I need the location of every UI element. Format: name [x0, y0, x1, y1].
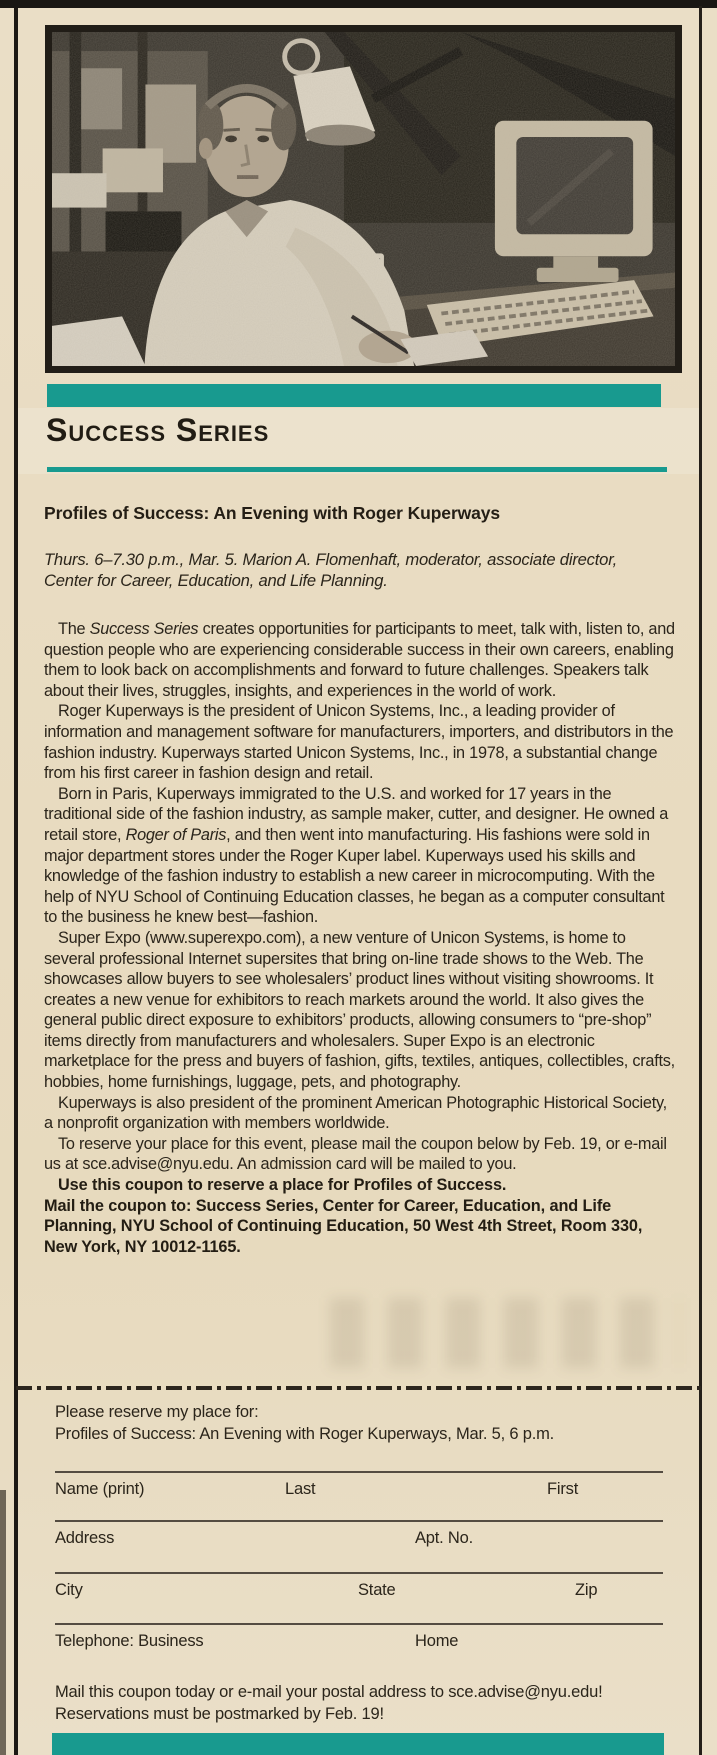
field-label-last: Last	[285, 1480, 316, 1498]
portrait-photo	[45, 25, 682, 373]
italic-store-name: Roger of Paris	[125, 825, 227, 844]
paragraph-reservation-info: To reserve your place for this event, please mail the coupon below by Feb. 19, or e-mail us at sce.advise@nyu.edu. An admission card will be mailed to you.	[44, 1134, 667, 1174]
article-body	[44, 619, 675, 1394]
coupon-field-row-name	[55, 1471, 663, 1502]
page-border-right	[699, 6, 702, 1755]
coupon-intro-line1: Please reserve my place for:	[55, 1403, 259, 1421]
paragraph-mailing-address: Mail the coupon to: Success Series, Center for Career, Education, and Life Planning, NYU School of Continuing Education, 50 West 4th Street, Room 330, New York, NY 10012-1165.	[44, 1196, 643, 1256]
paragraph-super-expo: Super Expo (www.superexpo.com), a new venture of Unicon Systems, is home to several professional Internet supersites that bring on-line trade shows to the Web. The showcases allow buyers to see wholesalers’ product lines without visiting showrooms. It creates a new venue for exhibitors to reach markets around the world. It also gives the general public direct exposure to exhibitors’ products, allowing consumers to “pre-shop” items directly from manufacturers and wholesalers. Super Expo is an electronic marketplace for the press and buyers of fashion, gifts, textiles, antiques, collectibles, crafts, hobbies, home furnishings, luggage, pets, and photography.	[44, 928, 675, 1092]
field-label-apt-no: Apt. No.	[415, 1529, 474, 1547]
address-write-line	[55, 1520, 663, 1522]
bottom-divider-bar	[52, 1733, 664, 1755]
coupon-footer-line2: Reservations must be postmarked by Feb. 19!	[55, 1705, 384, 1723]
paragraph-paris-career: Born in Paris, Kuperways immigrated to the U.S. and worked for 17 years in the traditional side of the fashion industry, as sample maker, cutter, and designer. He owned a retail store, Roger of Paris, and then went into manufacturing. His fashions were sold in major department stores under the Roger Kuper label. Kuperways used his skills and knowledge of the fashion industry to establish a new career in microcomputing. With the help of NYU School of Continuing Education classes, he began as a computer consultant to the business he knew best—fashion.	[44, 784, 669, 927]
scan-edge-smudge	[0, 1490, 6, 1755]
field-label-address: Address	[55, 1529, 115, 1547]
portrait-photo-illustration	[52, 32, 675, 366]
field-label-telephone-business: Telephone: Business	[55, 1632, 204, 1650]
paragraph-photographic-society: Kuperways is also president of the prominent American Photographic Historical Society, a nonprofit organization with members worldwide.	[44, 1093, 667, 1133]
page-border-left	[14, 8, 18, 1755]
section-divider-bar	[47, 384, 661, 407]
coupon-field-row-address	[55, 1520, 663, 1551]
city-write-line	[55, 1572, 663, 1574]
name-write-line	[55, 1471, 663, 1473]
series-title: Success Series	[46, 412, 270, 448]
print-showthrough-ghost	[330, 1298, 680, 1368]
field-label-state: State	[358, 1581, 396, 1599]
coupon-cut-line	[16, 1386, 704, 1390]
field-label-name: Name (print)	[55, 1480, 145, 1498]
coupon-intro-line2: Profiles of Success: An Evening with Roger Kuperways, Mar. 5, 6 p.m.	[55, 1425, 555, 1443]
coupon-footer-line1: Mail this coupon today or e-mail your postal address to sce.advise@nyu.edu!	[55, 1683, 603, 1701]
paragraph-kuperways-bio: Roger Kuperways is the president of Unicon Systems, Inc., a leading provider of information and management software for manufacturers, importers, and distributors in the fashion industry. Kuperways started Unicon Systems, Inc., in 1978, a substantial change from his first career in fashion design and retail.	[44, 702, 674, 783]
field-label-zip: Zip	[575, 1581, 598, 1599]
event-title: Profiles of Success: An Evening with Roger Kuperways	[44, 503, 501, 523]
coupon-field-row-telephone	[55, 1623, 663, 1654]
title-underline-rule	[47, 467, 667, 472]
field-label-city: City	[55, 1581, 83, 1599]
paragraph-series-intro: The Success Series creates opportunities for participants to meet, talk with, listen to, and question people who are experiencing considerable success in their own careers, enabling them to look back on accomplishments and forward to future challenges. Speakers talk about their lives, struggles, insights, and experiences in the world of work.	[44, 620, 675, 700]
page-border-top	[0, 0, 717, 8]
paragraph-coupon-instruction: Use this coupon to reserve a place for Profiles of Success.	[58, 1176, 507, 1195]
field-label-telephone-home: Home	[415, 1632, 459, 1650]
italic-series-name: Success Series	[89, 620, 199, 638]
telephone-write-line	[55, 1623, 663, 1625]
field-label-first: First	[547, 1480, 579, 1498]
coupon-field-row-city-state-zip	[55, 1572, 663, 1603]
event-schedule: Thurs. 6–7.30 p.m., Mar. 5. Marion A. Flomenhaft, moderator, associate director, Center for Career, Education, and Life Planning.	[44, 550, 618, 590]
